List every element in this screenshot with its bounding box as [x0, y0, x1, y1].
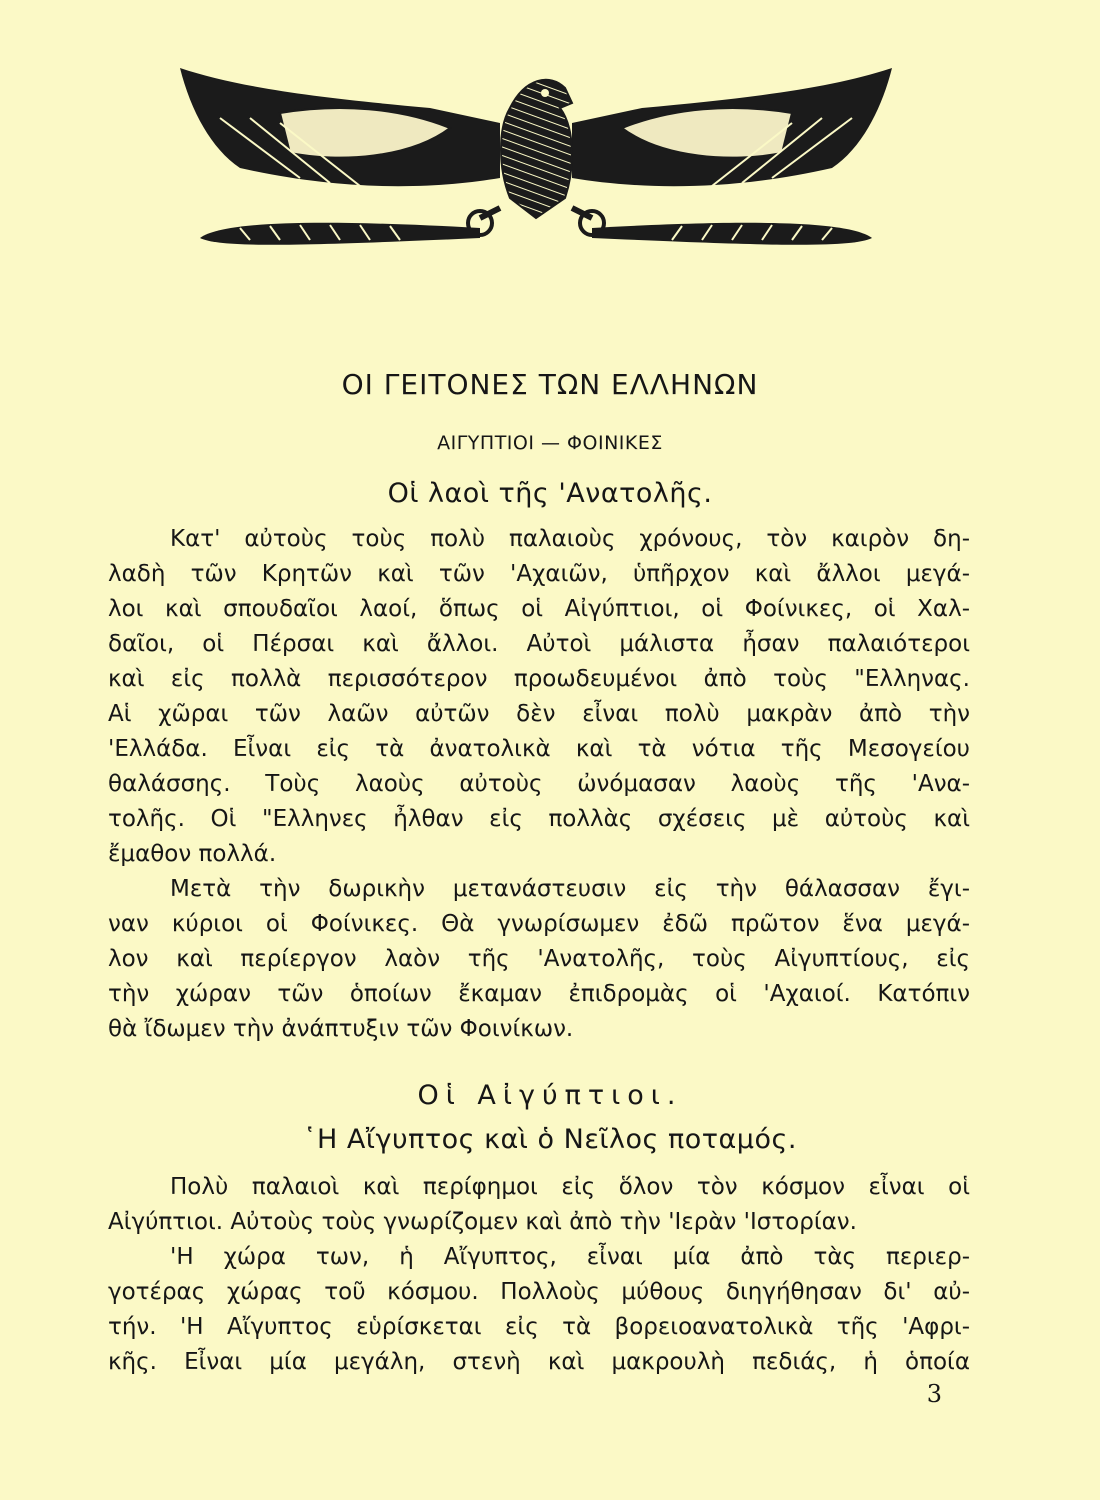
text-line: λοι καὶ σπουδαῖοι λαοί, ὅπως οἱ Αἰγύπτιοι, οἱ Φοίνικες, οἱ Χαλ- — [108, 596, 970, 622]
text-line: Μετὰ τὴν δωρικὴν μετανάστευσιν εἰς τὴν θάλασσαν ἔγι- — [170, 876, 970, 902]
text-line: δαῖοι, οἱ Πέρσαι καὶ ἄλλοι. Αὐτοὶ μάλιστα ἦσαν παλαιότεροι — [108, 631, 970, 657]
text-line: τήν. 'Η Αἴγυπτος εὑρίσκεται εἰς τὰ βορειοανατολικὰ τῆς 'Αφρι- — [108, 1314, 970, 1340]
text-line: τὴν χώραν τῶν ὁποίων ἔκαμαν ἐπιδρομὰς οἱ 'Αχαιοί. Κατόπιν — [108, 981, 970, 1007]
page-number: 3 — [926, 1380, 942, 1408]
vulture-body — [501, 80, 572, 218]
section-heading-egyptians: Οἱ Αἰγύπτιοι. — [417, 1080, 683, 1111]
text-line: λαδὴ τῶν Κρητῶν καὶ τῶν 'Αχαιῶν, ὑπῆρχον καὶ ἄλλοι μεγά- — [108, 561, 970, 587]
chapter-subtitle: ΑΙΓΥΠΤΙΟΙ — ΦΟΙΝΙΚΕΣ — [437, 432, 663, 454]
text-line: Αἰγύπτιοι. Αὐτοὺς τοὺς γνωρίζομεν καὶ ἀπὸ τὴν 'Ιερὰν 'Ιστορίαν. — [108, 1209, 857, 1235]
text-line: καὶ εἰς πολλὰ περισσότερον προωδευμένοι ἀπὸ τοὺς "Ελληνας. — [108, 666, 970, 692]
text-line: ναν κύριοι οἱ Φοίνικες. Θὰ γνωρίσωμεν ἐδῶ πρῶτον ἕνα μεγά- — [108, 911, 970, 937]
paragraph-egyptians — [108, 1170, 970, 1240]
text-line: Κατ' αὐτοὺς τοὺς πολὺ παλαιοὺς χρόνους, τὸν καιρὸν δη- — [170, 526, 970, 552]
text-line: Αἱ χῶραι τῶν λαῶν αὐτῶν δὲν εἶναι πολὺ μακρὰν ἀπὸ τὴν — [108, 701, 970, 727]
paragraph-phoenicians-intro — [108, 872, 970, 1047]
text-line: γοτέρας χώρας τοῦ κόσμου. Πολλοὺς μύθους διηγήθησαν δι' αὐ- — [108, 1279, 970, 1305]
paragraph-eastern-peoples — [108, 522, 970, 872]
text-line: 'Η χώρα των, ἡ Αἴγυπτος, εἶναι μία ἀπὸ τὰς περιερ- — [170, 1244, 970, 1270]
right-plume — [592, 223, 872, 245]
paragraph-egypt-land — [108, 1240, 970, 1380]
text-line: θὰ ἴδωμεν τὴν ἀνάπτυξιν τῶν Φοινίκων. — [108, 1016, 574, 1042]
section-subheading-nile: ῾Η Αἴγυπτος καὶ ὁ Νεῖλος ποταμός. — [303, 1124, 797, 1155]
section-heading-eastern-peoples: Οἱ λαοὶ τῆς 'Ανατολῆς. — [387, 478, 713, 509]
chapter-title: ΟΙ ΓΕΙΤΟΝΕΣ ΤΩΝ ΕΛΛΗΝΩΝ — [341, 368, 759, 401]
text-line: λον καὶ περίεργον λαὸν τῆς 'Ανατολῆς, τοὺς Αἰγυπτίους, εἰς — [108, 946, 970, 972]
left-plume — [200, 223, 480, 245]
text-line: 'Ελλάδα. Εἶναι εἰς τὰ ἀνατολικὰ καὶ τὰ νότια τῆς Μεσογείου — [108, 736, 970, 762]
text-line: τολῆς. Οἱ "Ελληνες ἦλθαν εἰς πολλὰς σχέσεις μὲ αὐτοὺς καὶ — [108, 806, 970, 832]
winged-vulture-emblem-icon — [180, 68, 892, 258]
text-line: κῆς. Εἶναι μία μεγάλη, στενὴ καὶ μακρουλὴ πεδιάς, ἡ ὁποία — [108, 1349, 970, 1375]
text-line: Πολὺ παλαιοὶ καὶ περίφημοι εἰς ὅλον τὸν κόσμον εἶναι οἱ — [170, 1174, 970, 1200]
text-line: θαλάσσης. Τοὺς λαοὺς αὐτοὺς ὠνόμασαν λαοὺς τῆς 'Ανα- — [108, 771, 970, 797]
text-line: ἔμαθον πολλά. — [108, 841, 277, 867]
